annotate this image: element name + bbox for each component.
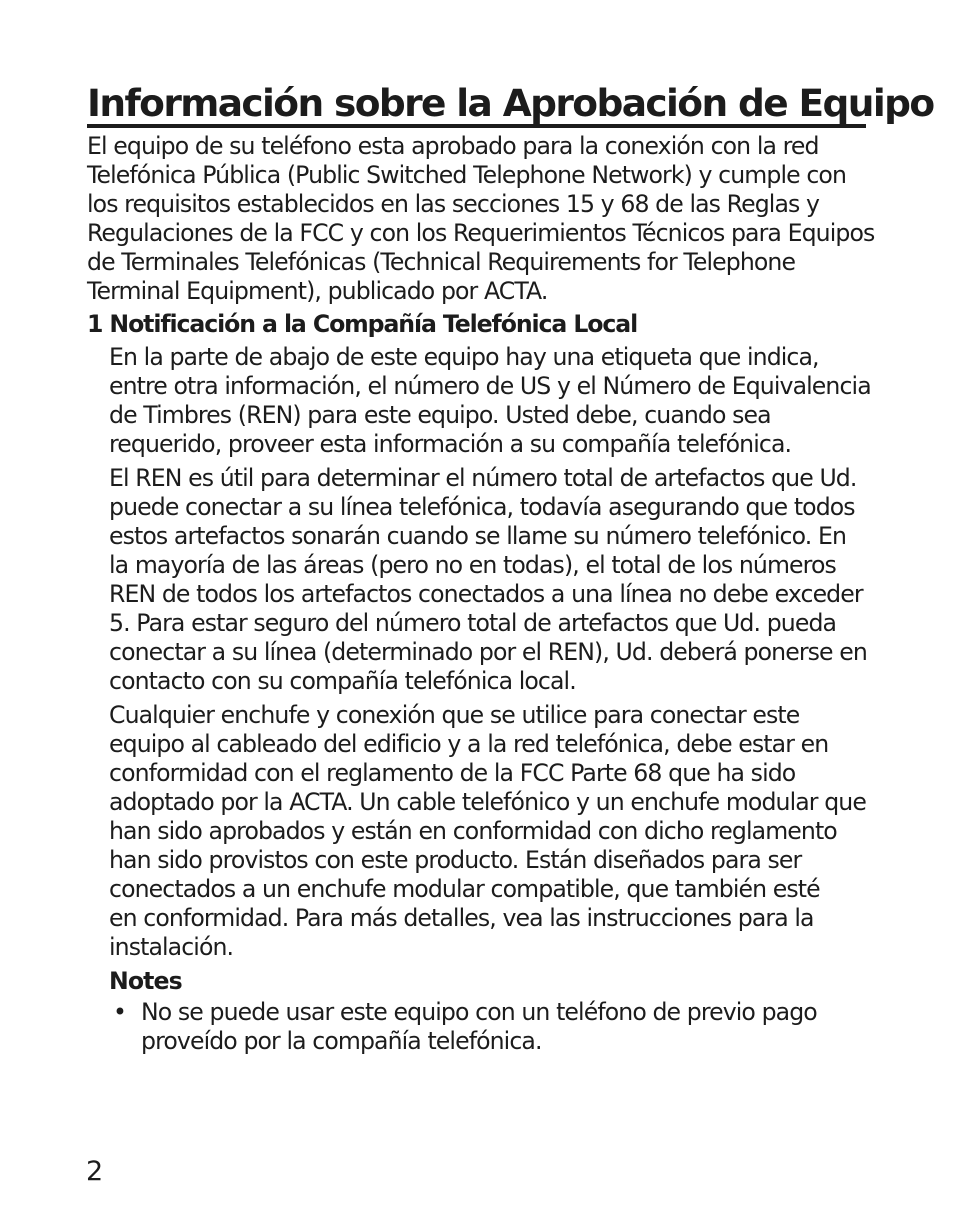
- bullet-icon: •: [113, 997, 127, 1026]
- note-text: No se puede usar este equipo con un teléfono de previo pago proveído por la compañía telefónica.: [141, 997, 817, 1055]
- section-heading: 1 Notificación a la Compañía Telefónica Local: [87, 309, 638, 338]
- section-body: [109, 343, 877, 962]
- document-page: [87, 80, 934, 1056]
- section-paragraph-ren: El REN es útil para determinar el número total de artefactos que Ud. puede conectar a su línea telefónica, todavía asegurando que todos estos artefactos sonarán cuando se llame su número telefónico. En la mayoría de las áreas (pero no en todas), el total de los números REN de todos los artefactos conectados a una línea no debe exceder 5. Para estar seguro del número total de artefactos que Ud. pueda conectar a su línea (determinado por el REN), Ud. deberá ponerse en contacto con su compañía telefónica local.: [109, 463, 867, 695]
- section-paragraph-connection: Cualquier enchufe y conexión que se utilice para conectar este equipo al cableado del edificio y a la red telefónica, debe estar en conformidad con el reglamento de la FCC Parte 68 que ha sido adoptado por la ACTA. Un cable telefónico y un enchufe modular que han sido aprobados y están en conformidad con dicho reglamento han sido provistos con este producto. Están diseñados para ser conectados a un enchufe modular compatible, que también esté en conformidad. Para más detalles, vea las instrucciones para la instalación.: [109, 700, 866, 961]
- notes-heading: Notes: [109, 966, 182, 995]
- page-number: 2: [86, 1156, 104, 1187]
- page-title: Información sobre la Aprobación de Equipo: [87, 81, 934, 125]
- section-paragraph-label: En la parte de abajo de este equipo hay una etiqueta que indica, entre otra información, el número de US y el Número de Equivalencia de Timbres (REN) para este equipo. Usted debe, cuando sea requerido, proveer esta información a su compañía telefónica.: [109, 342, 871, 458]
- intro-paragraph: El equipo de su teléfono esta aprobado para la conexión con la red Telefónica Pública (Public Switched Telephone Network) y cumple con los requisitos establecidos en las secciones 15 y 68 de las Reglas y Regulaciones de la FCC y con los Requerimientos Técnicos para Equipos de Terminales Telefónicas (Technical Requirements for Telephone Terminal Equipment), publicado por ACTA.: [87, 131, 875, 305]
- notes-list-item: [113, 997, 877, 1056]
